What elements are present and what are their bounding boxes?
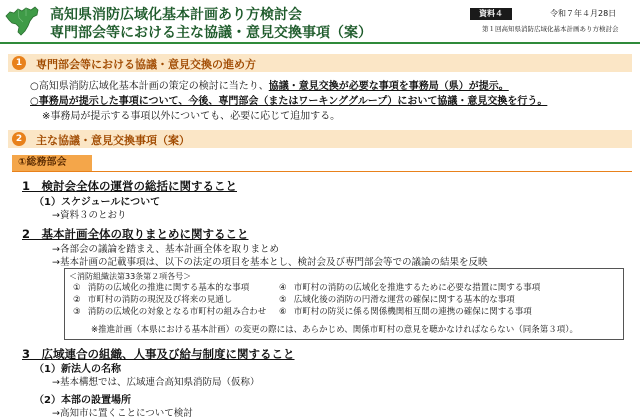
item-3-body-2: →高知市に置くことについて検討 — [52, 408, 193, 419]
item-2-body-1: →各部会の議論を踏まえ、基本計画全体を取りまとめ — [52, 244, 280, 255]
kochi-map-icon — [4, 4, 40, 38]
law-item-4-number: ④ — [279, 283, 287, 293]
section-1-title: 専門部会等における協議・意見交換の進め方 — [36, 58, 256, 71]
law-item-6-number: ⑥ — [279, 307, 287, 317]
law-item-2-text: 市町村の消防の現況及び将来の見通し — [87, 295, 233, 305]
item-3-subheading-2: （2）本部の設置場所 — [34, 395, 131, 406]
section-1-line-1-emphasis: 協議・意見交換が必要な事項を事務局（県）が提示。 — [268, 81, 509, 92]
item-3-subheading-1: （1）新法人の名称 — [34, 364, 121, 375]
law-item-4-text: 市町村の消防の広域化を推進するために必要な措置に関する事項 — [293, 283, 541, 293]
page-header — [0, 0, 640, 44]
item-3-heading: 3 広域連合の組織、人事及び給与制度に関すること — [22, 347, 295, 361]
law-item-6-text: 市町村の防災に係る関係機関相互間の連携の確保に関する事項 — [293, 307, 532, 317]
section-1-number: 1 — [12, 56, 26, 70]
document-date: 令和７年４月28日 — [550, 9, 617, 18]
law-item-5-number: ⑤ — [279, 295, 287, 305]
law-item-5-text: 広域化後の消防の円滑な運営の確保に関する基本的な事項 — [293, 295, 515, 305]
law-box-note: ※推進計画（本県における基本計画）の変更の際には、あらかじめ、関係市町村の意見を聴かなければならない（同条第３項）。 — [91, 325, 579, 335]
section-2-header — [8, 130, 632, 148]
law-item-2-number: ② — [73, 295, 81, 305]
law-item-4 — [279, 281, 540, 293]
item-1-body: →資料３のとおり — [52, 210, 127, 221]
page-subtitle: 専門部会等における主な協議・意見交換事項（案） — [50, 25, 372, 41]
document-number-badge: 資料４ — [470, 8, 512, 20]
item-2-body-2: →基本計画の記載事項は、以下の法定の項目を基本とし、検討会及び専門部会等での議論の結果を反映 — [52, 257, 488, 268]
section-1-line-1-lead: ○高知県消防広域化基本計画の策定の検討に当たり、 — [30, 81, 269, 92]
law-item-1 — [73, 281, 249, 293]
law-item-3 — [73, 305, 266, 317]
section-1-header — [8, 54, 632, 72]
law-item-3-number: ③ — [73, 307, 81, 317]
subsection-tag-general-affairs: ①総務部会 — [12, 155, 92, 171]
item-1-heading: 1 検討会全体の運営の総括に関すること — [22, 179, 237, 193]
item-3-body-1: →基本構想では、広域連合高知県消防局（仮称） — [52, 377, 260, 388]
law-box-caption: ＜消防組織法第33条第２項各号＞ — [69, 272, 192, 281]
item-1-subheading: （1）スケジュールについて — [34, 197, 161, 208]
section-1-line-2: ○事務局が提示した事項について、今後、専門部会（またはワーキンググループ）において協議・意見交換を行う。 — [30, 96, 548, 107]
law-item-3-text: 消防の広域化の対象となる市町村の組み合わせ — [87, 307, 267, 317]
subsection-divider — [12, 171, 632, 172]
law-item-1-text: 消防の広域化の推進に関する基本的な事項 — [87, 283, 250, 293]
page-title: 高知県消防広域化基本計画あり方検討会 — [50, 7, 302, 23]
law-items-box — [64, 268, 624, 340]
item-2-heading: 2 基本計画全体の取りまとめに関すること — [22, 227, 249, 241]
section-2-number: 2 — [12, 132, 26, 146]
law-item-6 — [279, 305, 532, 317]
law-item-1-number: ① — [73, 283, 81, 293]
section-1-line-1 — [30, 77, 509, 92]
meeting-name: 第１回高知県消防広域化基本計画あり方検討会 — [482, 25, 619, 33]
section-1-note: ※事務局が提示する事項以外についても、必要に応じて追加する。 — [42, 111, 341, 122]
section-2-title: 主な協議・意見交換事項（案） — [36, 134, 190, 147]
law-item-5 — [279, 293, 515, 305]
law-item-2 — [73, 293, 232, 305]
